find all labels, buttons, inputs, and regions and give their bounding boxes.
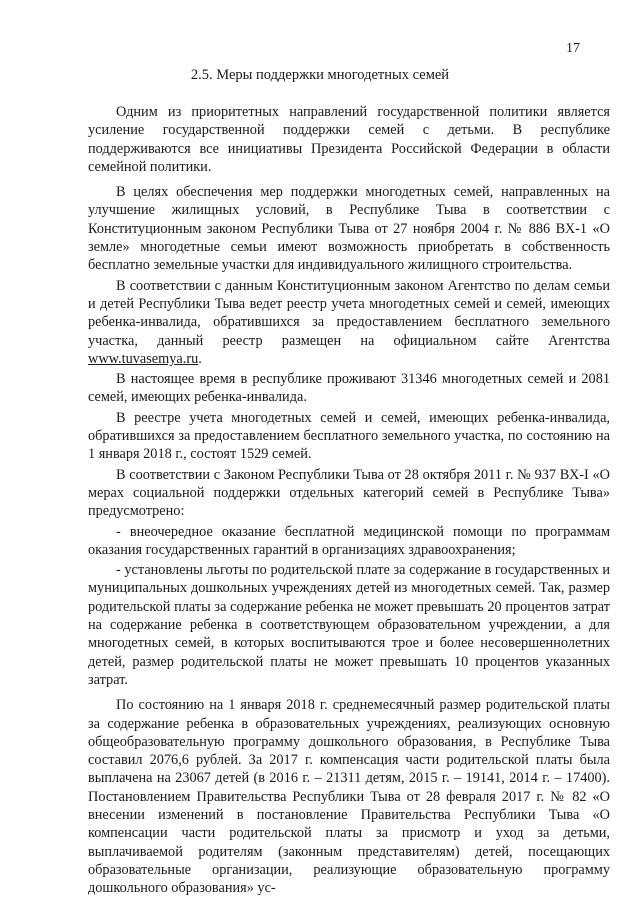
list-item-medical: - внеочередное оказание бесплатной медицинской помощи по программам оказания государственных гарантий в организациях здравоохранения; [88, 523, 610, 558]
paragraph-registry-text: В соответствии с данным Конституционным законом Агентство по делам семьи и детей Республики Тыва ведет реестр учета многодетных семей и семей, имеющих ребенка-инвалида, обратившихся за предоставлением бесплатного земельного участка, данный реестр размещен на официальном сайте Агентства [88, 277, 610, 349]
section-heading: 2.5. Меры поддержки многодетных семей [190, 67, 450, 83]
paragraph-intro: Одним из приоритетных направлений государственной политики является усиление государственной поддержки семей с детьми. В республике поддерживаются все инициативы Президента Российской Федерации в области семейной политики. [88, 104, 610, 175]
list-item-benefits: - установлены льготы по родительской плате за содержание в государственных и муниципальных дошкольных учреждениях детей из многодетных семей. Так, размер родительской платы за содержание ребенка не может превышать 20 процентов затрат на содержание ребенка в соответствующем образовательном учреждении, а для многодетных семей, в которых воспитываются трое и более несовершеннолетних детей, размер родительской платы не может превышать 10 процентов указанных затрат. [88, 562, 610, 688]
paragraph-land-law: В целях обеспечения мер поддержки многодетных семей, направленных на улучшение жилищных условий, в Республике Тыва в соответствии с Конституционным законом Республики Тыва от 27 ноября 2004 г. № 886 ВХ-1 «О земле» многодетные семьи имеют возможность приобретать в собственность бесплатно земельные участки для индивидуального жилищного строительства. [88, 184, 610, 274]
paragraph-social-law: В соответствии с Законом Республики Тыва от 28 октября 2011 г. № 937 ВХ-I «О мерах социальной поддержки отдельных категорий семей в Республике Тыва» предусмотрено: [88, 466, 610, 520]
paragraph-parental-fee: По состоянию на 1 января 2018 г. среднемесячный размер родительской платы за содержание ребенка в образовательных учреждениях, реализующих основную общеобразовательную программу дошкольного образования, в Республике Тыва составил 2076,6 рублей. За 2017 г. компенсация части родительской платы была выплачена на 23067 детей (в 2016 г. – 21311 детям, 2015 г. – 19141, 2014 г. – 17400). Постановлением Правительства Республики Тыва от 28 февраля 2017 г. № 82 «О внесении изменений в постановление Правительства Республики Тыва «О компенсации части родительской платы за присмотр и уход за детьми, выплачиваемой родителям (законным представителям) детей, посещающих образовательные организации, реализующие образовательную программу дошкольного образования» ус- [88, 697, 610, 897]
website-link[interactable]: www.tuvasemya.ru [88, 350, 199, 367]
paragraph-population: В настоящее время в республике проживают 31346 многодетных семей и 2081 семей, имеющих ребенка-инвалида. [88, 371, 610, 406]
website-link-suffix: . [198, 350, 202, 367]
paragraph-registry [88, 277, 610, 368]
body-text [88, 103, 610, 899]
paragraph-registry-count: В реестре учета многодетных семей и семей, имеющих ребенка-инвалида, обратившихся за предоставлением бесплатного земельного участка, по состоянию на 1 января 2018 г., состоят 1529 семей. [88, 409, 610, 463]
page-number: 17 [566, 41, 580, 56]
